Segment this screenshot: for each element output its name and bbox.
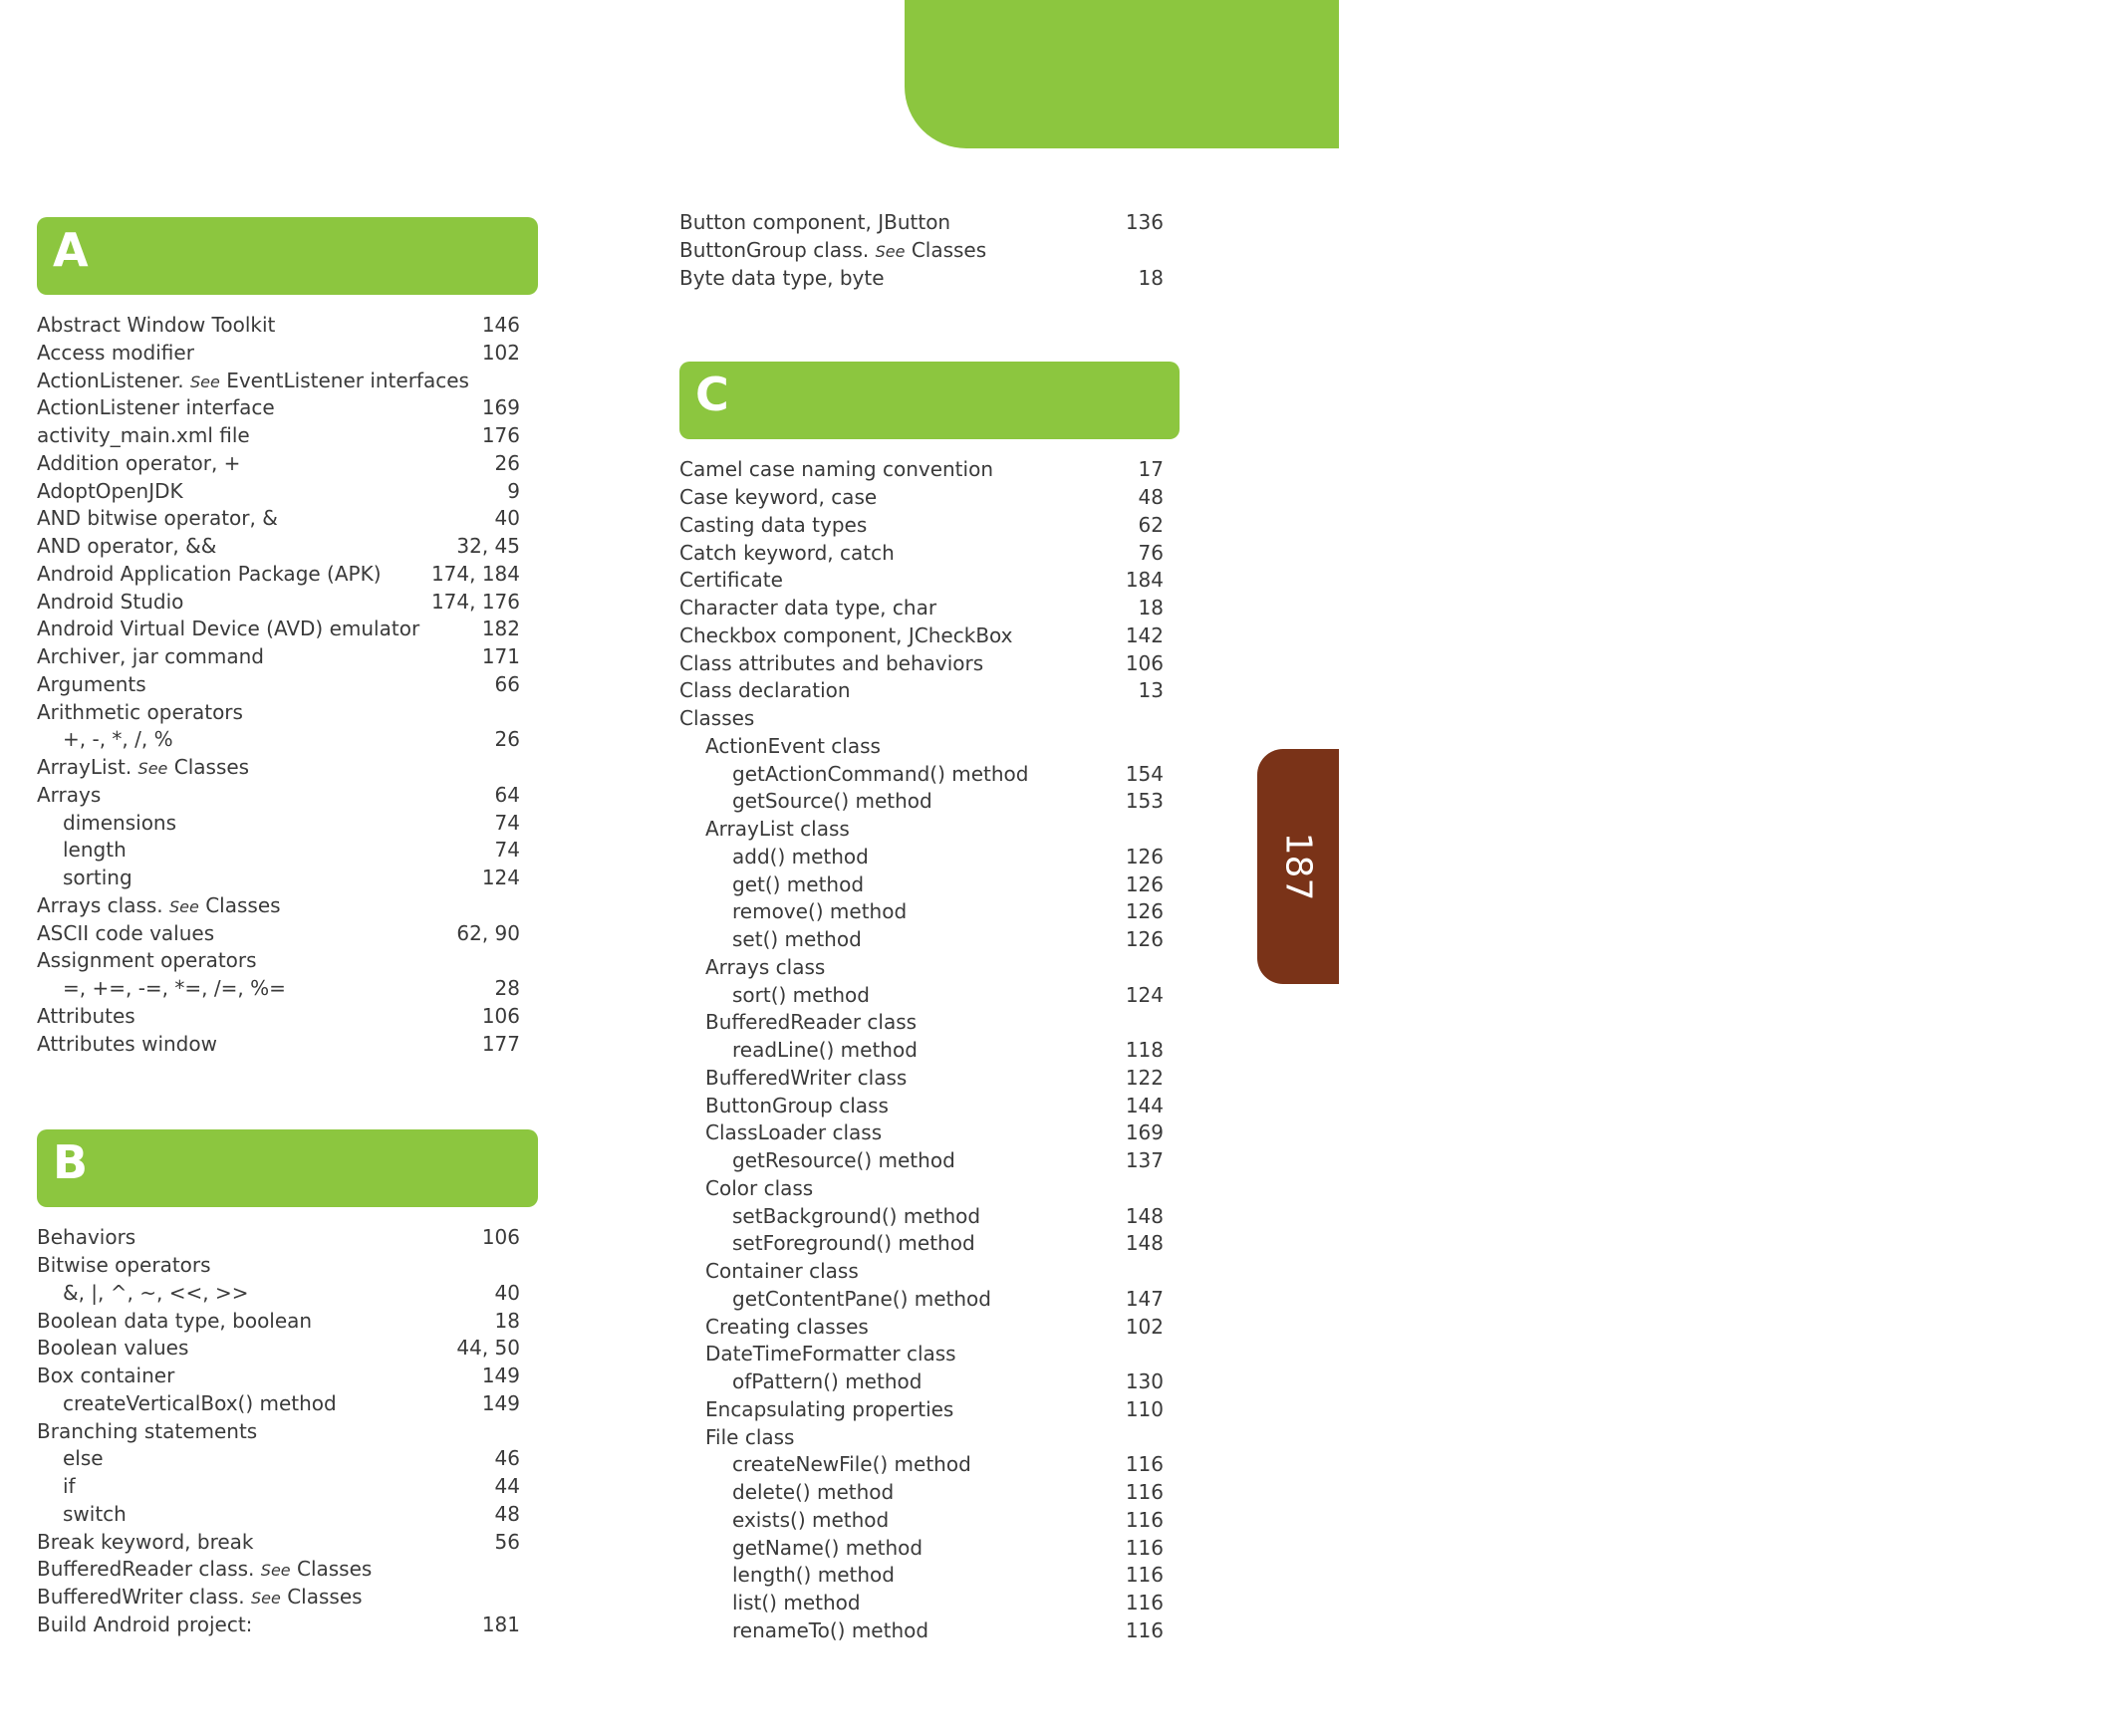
entry-term: Assignment operators [37, 948, 257, 973]
index-entry [37, 1224, 538, 1252]
index-entry [37, 561, 538, 589]
see-reference-label: See [260, 1561, 291, 1581]
index-entry [679, 844, 1180, 871]
entry-page-numbers: 26 [494, 727, 520, 752]
page-number: 187 [1277, 832, 1319, 901]
entry-page-numbers: 106 [481, 1225, 520, 1250]
entry-page-numbers: 148 [1125, 1203, 1164, 1228]
index-entry [679, 456, 1180, 484]
entry-term: Arrays [37, 782, 102, 807]
entry-term: set() method [732, 927, 862, 951]
index-entry [37, 643, 538, 671]
entry-term: createNewFile() method [732, 1452, 971, 1477]
see-reference-target: Classes [205, 892, 281, 917]
see-reference-label: See [137, 759, 168, 778]
index-entry [679, 733, 1180, 761]
entry-term: +, -, *, /, % [63, 727, 173, 752]
entry-term: ofPattern() method [732, 1369, 923, 1393]
entry-term: Android Studio [37, 589, 184, 614]
entry-term: Box container [37, 1364, 175, 1387]
entry-term: Break keyword, break [37, 1529, 254, 1554]
index-entry [679, 1258, 1180, 1286]
index-entry [679, 1590, 1180, 1617]
entry-page-numbers: 116 [1125, 1452, 1164, 1477]
see-reference-label: See [169, 896, 199, 916]
entry-page-numbers: 116 [1125, 1480, 1164, 1504]
index-entry-list [37, 312, 538, 1058]
see-reference-target: Classes [287, 1585, 363, 1609]
entry-page-numbers: 9 [507, 478, 520, 503]
index-entry [37, 1584, 538, 1612]
index-entry [37, 589, 538, 617]
index-entry [37, 422, 538, 450]
entry-term: Android Application Package (APK) [37, 561, 382, 586]
entry-term: Class attributes and behaviors [679, 650, 984, 675]
entry-page-numbers: 102 [481, 340, 520, 365]
index-entry [679, 1368, 1180, 1396]
entry-term: sort() method [732, 982, 870, 1007]
entry-term: getSource() method [732, 789, 932, 814]
entry-term: getActionCommand() method [732, 761, 1029, 786]
index-entry [37, 920, 538, 948]
index-entry [679, 788, 1180, 816]
letter-heading-bar [679, 362, 1180, 439]
entry-page-numbers: 17 [1138, 457, 1164, 482]
entry-term: BufferedWriter class [705, 1065, 908, 1090]
index-entry [679, 926, 1180, 954]
index-entry [679, 1451, 1180, 1479]
entry-term: getContentPane() method [732, 1286, 991, 1311]
entry-term: length [63, 838, 127, 863]
entry-page-numbers: 66 [494, 671, 520, 696]
index-entry [679, 622, 1180, 650]
index-entry [37, 1529, 538, 1557]
entry-term: AND operator, && [37, 534, 217, 558]
entry-term: Button component, JButton [679, 210, 951, 234]
entry-page-numbers: 40 [494, 506, 520, 531]
entry-term: Arguments [37, 671, 146, 696]
index-entry [679, 1396, 1180, 1424]
entry-page-numbers: 177 [481, 1031, 520, 1056]
index-entry [679, 1093, 1180, 1120]
entry-term: Case keyword, case [679, 485, 878, 509]
entry-term: readLine() method [732, 1038, 918, 1062]
entry-page-numbers: 76 [1138, 540, 1164, 565]
entry-page-numbers: 62, 90 [456, 920, 520, 945]
entry-page-numbers: 146 [481, 313, 520, 337]
entry-page-numbers: 32, 45 [456, 534, 520, 558]
entry-page-numbers: 169 [1125, 1120, 1164, 1145]
index-column-right [679, 209, 1180, 1645]
entry-term: BufferedReader class [705, 1010, 918, 1035]
entry-page-numbers: 116 [1125, 1591, 1164, 1614]
index-entry [37, 947, 538, 975]
index-entry [679, 1314, 1180, 1342]
entry-term: activity_main.xml file [37, 423, 250, 447]
entry-page-numbers: 124 [1125, 982, 1164, 1007]
see-reference-label: See [190, 372, 220, 391]
index-entry [37, 837, 538, 865]
entry-term: Arithmetic operators [37, 699, 243, 724]
index-entry-list [37, 1224, 538, 1638]
entry-term: sorting [63, 866, 132, 889]
index-entry-list [679, 209, 1180, 292]
index-entry [37, 1390, 538, 1418]
entry-term: Access modifier [37, 340, 194, 365]
entry-term: DateTimeFormatter class [705, 1342, 956, 1366]
index-entry [679, 816, 1180, 844]
index-entry [37, 533, 538, 561]
entry-page-numbers: 62 [1138, 512, 1164, 537]
entry-page-numbers: 149 [481, 1364, 520, 1387]
index-entry [37, 340, 538, 368]
index-entry [37, 810, 538, 838]
entry-term: ArrayList. [37, 755, 132, 779]
entry-page-numbers: 106 [1125, 650, 1164, 675]
entry-term: createVerticalBox() method [63, 1390, 337, 1415]
entry-page-numbers: 174, 176 [430, 589, 520, 614]
index-entry [37, 616, 538, 643]
entry-term: else [63, 1446, 104, 1471]
entry-page-numbers: 48 [494, 1501, 520, 1526]
entry-term: BufferedReader class. [37, 1557, 255, 1582]
entry-page-numbers: 136 [1125, 210, 1164, 234]
page-title: Index [1911, 14, 2110, 88]
index-entry [679, 1562, 1180, 1590]
index-entry [679, 1203, 1180, 1231]
entry-term: ActionEvent class [705, 733, 881, 758]
entry-page-numbers: 144 [1125, 1093, 1164, 1117]
entry-term: delete() method [732, 1480, 895, 1504]
see-reference-target: Classes [296, 1557, 373, 1582]
entry-term: Color class [705, 1175, 814, 1200]
index-entry [679, 898, 1180, 926]
entry-term: ButtonGroup class [705, 1093, 889, 1117]
entry-page-numbers: 148 [1125, 1231, 1164, 1256]
entry-page-numbers: 46 [494, 1446, 520, 1471]
entry-page-numbers: 142 [1125, 622, 1164, 647]
index-entry [37, 1363, 538, 1390]
entry-page-numbers: 171 [481, 644, 520, 668]
entry-term: Abstract Window Toolkit [37, 313, 276, 337]
entry-term: add() method [732, 844, 869, 868]
index-entry [679, 1617, 1180, 1645]
index-entry [679, 982, 1180, 1010]
index-entry [679, 237, 1180, 265]
index-entry [679, 512, 1180, 540]
index-entry [679, 677, 1180, 705]
entry-page-numbers: 28 [494, 976, 520, 1000]
entry-term: ActionListener interface [37, 395, 275, 420]
entry-term: Build Android project: [37, 1612, 253, 1636]
entry-page-numbers: 18 [1138, 265, 1164, 290]
index-entry [37, 726, 538, 754]
entry-term: setBackground() method [732, 1203, 981, 1228]
entry-term: ActionListener. [37, 368, 184, 392]
index-entry [37, 450, 538, 478]
index-entry [679, 265, 1180, 293]
entry-term: if [63, 1474, 76, 1498]
index-entry [37, 975, 538, 1003]
entry-page-numbers: 110 [1125, 1396, 1164, 1421]
entry-page-numbers: 126 [1125, 899, 1164, 924]
entry-term: Catch keyword, catch [679, 540, 895, 565]
index-entry [37, 1445, 538, 1473]
entry-term: Container class [705, 1259, 859, 1283]
index-entry [37, 782, 538, 810]
index-entry [37, 1003, 538, 1031]
entry-page-numbers: 64 [494, 782, 520, 807]
entry-page-numbers: 116 [1125, 1507, 1164, 1532]
index-entry [37, 1252, 538, 1280]
letter-heading: B [53, 1135, 89, 1190]
index-entry [37, 505, 538, 533]
letter-heading: C [695, 368, 729, 422]
index-entry [679, 540, 1180, 568]
index-entry [679, 1147, 1180, 1175]
index-entry [679, 1535, 1180, 1563]
index-entry [37, 312, 538, 340]
entry-page-numbers: 174, 184 [430, 561, 520, 586]
entry-page-numbers: 130 [1125, 1369, 1164, 1393]
index-entry [679, 567, 1180, 595]
entry-page-numbers: 102 [1125, 1314, 1164, 1339]
entry-term: Arrays class [705, 954, 826, 979]
entry-page-numbers: 40 [494, 1280, 520, 1305]
index-entry [37, 368, 538, 395]
see-reference-label: See [875, 241, 906, 261]
letter-heading: A [53, 223, 89, 277]
entry-page-numbers: 106 [481, 1003, 520, 1028]
entry-page-numbers: 149 [481, 1390, 520, 1415]
entry-page-numbers: 126 [1125, 844, 1164, 868]
page-number-tab [1257, 749, 1339, 984]
entry-term: Character data type, char [679, 596, 937, 620]
entry-page-numbers: 126 [1125, 871, 1164, 896]
entry-page-numbers: 26 [494, 450, 520, 475]
index-entry [679, 484, 1180, 512]
index-entry [679, 1119, 1180, 1147]
index-entry [37, 1308, 538, 1336]
see-reference-label: See [251, 1589, 281, 1608]
entry-page-numbers: 181 [481, 1612, 520, 1636]
index-entry [679, 1424, 1180, 1452]
entry-page-numbers: 18 [494, 1308, 520, 1333]
index-entry [679, 1479, 1180, 1507]
index-entry [679, 209, 1180, 237]
entry-term: Boolean values [37, 1336, 189, 1361]
entry-term: File class [705, 1424, 795, 1449]
section-gap [679, 292, 1180, 362]
index-entry [37, 1280, 538, 1308]
index-entry [679, 761, 1180, 789]
index-entry [37, 865, 538, 892]
entry-term: Android Virtual Device (AVD) emulator [37, 617, 420, 641]
entry-page-numbers: 122 [1125, 1065, 1164, 1090]
index-entry [37, 478, 538, 506]
letter-heading-bar [37, 1129, 538, 1207]
index-entry [37, 671, 538, 699]
entry-page-numbers: 116 [1125, 1617, 1164, 1642]
entry-term: dimensions [63, 810, 177, 835]
index-entry [37, 1556, 538, 1584]
entry-page-numbers: 154 [1125, 761, 1164, 786]
entry-term: get() method [732, 871, 865, 896]
entry-term: getName() method [732, 1535, 923, 1560]
entry-page-numbers: 147 [1125, 1286, 1164, 1311]
index-entry [679, 1286, 1180, 1314]
entry-term: Arrays class. [37, 892, 163, 917]
index-entry [679, 595, 1180, 622]
index-entry [679, 1009, 1180, 1037]
index-entry [679, 954, 1180, 982]
entry-term: switch [63, 1501, 127, 1526]
entry-page-numbers: 126 [1125, 927, 1164, 951]
entry-page-numbers: 48 [1138, 485, 1164, 509]
entry-term: Addition operator, + [37, 450, 241, 475]
entry-page-numbers: 116 [1125, 1535, 1164, 1560]
entry-term: Class declaration [679, 678, 851, 703]
entry-page-numbers: 44 [494, 1474, 520, 1498]
entry-page-numbers: 153 [1125, 789, 1164, 814]
entry-term: ArrayList class [705, 817, 850, 841]
see-reference-target: Classes [911, 237, 987, 262]
entry-term: Attributes window [37, 1031, 217, 1056]
index-entry [37, 892, 538, 920]
see-reference-target: Classes [173, 755, 250, 779]
index-entry [37, 1501, 538, 1529]
entry-page-numbers: 176 [481, 423, 520, 447]
index-entry [37, 394, 538, 422]
entry-page-numbers: 74 [494, 810, 520, 835]
index-entry [679, 1230, 1180, 1258]
index-entry [37, 699, 538, 727]
entry-term: &, |, ^, ~, <<, >> [63, 1280, 249, 1305]
entry-page-numbers: 44, 50 [456, 1336, 520, 1361]
index-entry [679, 705, 1180, 733]
entry-term: length() method [732, 1563, 895, 1588]
index-entry [37, 1473, 538, 1501]
entry-term: Camel case naming convention [679, 457, 993, 482]
entry-term: =, +=, -=, *=, /=, %= [63, 976, 286, 1000]
entry-term: Attributes [37, 1003, 135, 1028]
entry-term: Certificate [679, 568, 783, 593]
entry-term: AdoptOpenJDK [37, 478, 183, 503]
entry-page-numbers: 124 [481, 866, 520, 889]
entry-term: ButtonGroup class. [679, 237, 870, 262]
index-entry [679, 1175, 1180, 1203]
index-entry [37, 754, 538, 782]
entry-term: Checkbox component, JCheckBox [679, 622, 1013, 647]
entry-page-numbers: 118 [1125, 1038, 1164, 1062]
entry-page-numbers: 74 [494, 838, 520, 863]
entry-term: setForeground() method [732, 1231, 975, 1256]
entry-page-numbers: 184 [1125, 568, 1164, 593]
index-entry [679, 1341, 1180, 1368]
index-entry [679, 1065, 1180, 1093]
entry-page-numbers: 137 [1125, 1148, 1164, 1172]
index-column-left [37, 217, 538, 1639]
entry-term: remove() method [732, 899, 908, 924]
entry-page-numbers: 13 [1138, 678, 1164, 703]
entry-term: AND bitwise operator, & [37, 506, 278, 531]
entry-term: renameTo() method [732, 1617, 929, 1642]
index-header-tab [905, 0, 2110, 148]
entry-term: Archiver, jar command [37, 644, 264, 668]
entry-term: Behaviors [37, 1225, 136, 1250]
entry-term: getResource() method [732, 1148, 955, 1172]
index-entry [679, 1037, 1180, 1065]
entry-term: list() method [732, 1591, 861, 1614]
entry-term: ASCII code values [37, 920, 215, 945]
section-gap [37, 1058, 538, 1129]
entry-page-numbers: 169 [481, 395, 520, 420]
entry-page-numbers: 116 [1125, 1563, 1164, 1588]
index-entry-list [679, 456, 1180, 1644]
entry-term: Classes [679, 706, 755, 730]
entry-page-numbers: 182 [481, 617, 520, 641]
entry-term: BufferedWriter class. [37, 1585, 245, 1609]
letter-heading-bar [37, 217, 538, 295]
entry-term: Casting data types [679, 512, 868, 537]
index-entry [679, 650, 1180, 678]
entry-term: Branching statements [37, 1418, 258, 1443]
entry-term: Encapsulating properties [705, 1396, 954, 1421]
entry-term: Byte data type, byte [679, 265, 885, 290]
index-entry [37, 1031, 538, 1059]
index-entry [679, 1507, 1180, 1535]
index-entry [37, 1418, 538, 1446]
entry-term: ClassLoader class [705, 1120, 883, 1145]
entry-term: Creating classes [705, 1314, 869, 1339]
see-reference-target: EventListener interfaces [226, 368, 469, 392]
entry-term: exists() method [732, 1507, 890, 1532]
index-entry [37, 1612, 538, 1639]
entry-page-numbers: 56 [494, 1529, 520, 1554]
entry-term: Bitwise operators [37, 1253, 211, 1277]
entry-page-numbers: 18 [1138, 596, 1164, 620]
index-entry [679, 871, 1180, 899]
entry-term: Boolean data type, boolean [37, 1308, 313, 1333]
index-entry [37, 1335, 538, 1363]
